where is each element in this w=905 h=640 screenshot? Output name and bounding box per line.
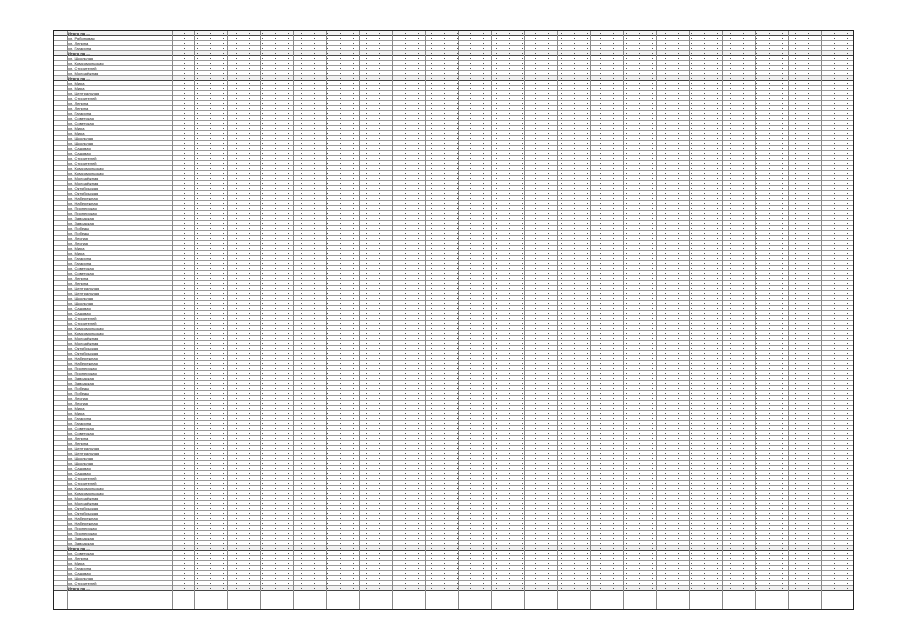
row-name: ул. Октябрьская	[68, 506, 99, 511]
row-name: ул. Советская	[68, 426, 94, 431]
row-name: ул. Центральная	[68, 286, 100, 291]
row-name: ул. Советская	[68, 121, 94, 126]
row-cells	[174, 456, 853, 460]
row-cells	[174, 176, 853, 180]
column-divider	[590, 31, 591, 609]
row-cells	[174, 421, 853, 425]
column-divider	[524, 31, 525, 609]
row-cells	[174, 286, 853, 290]
row-name: ул. Гагарина	[68, 46, 92, 51]
row-cells	[174, 281, 853, 285]
column-divider	[359, 31, 360, 609]
row-cells	[174, 411, 853, 415]
row-name: Итого по ...	[68, 51, 90, 56]
row-cells	[174, 416, 853, 420]
data-table	[53, 30, 854, 610]
row-name: ул. Октябрьская	[68, 511, 99, 516]
column-divider	[260, 31, 261, 609]
row-cells	[174, 371, 853, 375]
row-cells	[174, 486, 853, 490]
row-cells	[174, 41, 853, 45]
row-name: ул. Набережная	[68, 356, 98, 361]
row-name: ул. Советская	[68, 431, 94, 436]
row-name: ул. Строителей	[68, 316, 97, 321]
row-name: ул. Строителей	[68, 321, 97, 326]
row-name: ул. Победы	[68, 391, 90, 396]
row-name: ул. Школьная	[68, 56, 94, 61]
row-name: ул. Советская	[68, 266, 94, 271]
row-cells	[174, 196, 853, 200]
row-cells	[174, 551, 853, 555]
row-cells	[174, 186, 853, 190]
row-cells	[174, 351, 853, 355]
row-name: ул. Заводская	[68, 216, 94, 221]
row-cells	[174, 101, 853, 105]
row-name: ул. Набережная	[68, 196, 98, 201]
row-name: ул. Комсомольская	[68, 491, 104, 496]
row-name: ул. Строителей	[68, 66, 97, 71]
column-divider	[689, 31, 690, 609]
row-cells	[174, 571, 853, 575]
row-cells	[174, 226, 853, 230]
row-name: ул. Мира	[68, 81, 85, 86]
row-cells	[174, 331, 853, 335]
row-name: ул. Садовая	[68, 146, 91, 151]
row-name: ул. Советская	[68, 551, 94, 556]
row-cells	[174, 481, 853, 485]
row-name: ул. Ленина	[68, 281, 89, 286]
row-name: ул. Строителей	[68, 161, 97, 166]
row-name: ул. Набережная	[68, 361, 98, 366]
column-divider	[821, 31, 822, 609]
row-cells	[174, 346, 853, 350]
row-name: ул. Молодёжная	[68, 71, 99, 76]
column-divider	[227, 31, 228, 609]
row-cells	[174, 396, 853, 400]
row-cells	[174, 241, 853, 245]
row-cells	[174, 271, 853, 275]
row-cells	[174, 36, 853, 40]
row-name: ул. Гагарина	[68, 261, 92, 266]
row-cells	[174, 276, 853, 280]
column-divider	[172, 31, 173, 609]
row-cells	[174, 471, 853, 475]
row-cells	[174, 121, 853, 125]
row-cells	[174, 216, 853, 220]
row-name: ул. Молодёжная	[68, 501, 99, 506]
column-divider	[722, 31, 723, 609]
row-cells	[174, 156, 853, 160]
row-name: ул. Молодёжная	[68, 176, 99, 181]
row-cells	[174, 461, 853, 465]
row-name: ул. Лесная	[68, 241, 88, 246]
row-name: ул. Набережная	[68, 201, 98, 206]
row-cells	[174, 171, 853, 175]
row-cells	[174, 316, 853, 320]
row-name: Итого по ...	[68, 546, 90, 551]
column-divider	[557, 31, 558, 609]
row-cells	[174, 236, 853, 240]
row-name: ул. Центральная	[68, 446, 100, 451]
row-cells	[174, 51, 853, 55]
row-cells	[174, 376, 853, 380]
row-name: ул. Победы	[68, 226, 90, 231]
row-cells	[174, 301, 853, 305]
row-cells	[174, 266, 853, 270]
row-cells	[174, 181, 853, 185]
row-cells	[174, 311, 853, 315]
row-name: ул. Октябрьская	[68, 351, 99, 356]
column-divider	[755, 31, 756, 609]
row-name: ул. Комсомольская	[68, 486, 104, 491]
row-cells	[174, 66, 853, 70]
row-cells	[174, 251, 853, 255]
row-name: ул. Мира	[68, 246, 85, 251]
row-name: ул. Пионерская	[68, 206, 97, 211]
row-name: ул. Ленина	[68, 106, 89, 111]
row-name: ул. Строителей	[68, 96, 97, 101]
row-name: ул. Рябиновая	[68, 36, 95, 41]
row-cells	[174, 566, 853, 570]
row-name: ул. Гагарина	[68, 421, 92, 426]
row-cells	[174, 336, 853, 340]
row-name: ул. Победы	[68, 386, 90, 391]
row-name: ул. Советская	[68, 116, 94, 121]
row-name: Итого по ...	[68, 31, 90, 36]
row-name: ул. Заводская	[68, 541, 94, 546]
row-name: ул. Ленина	[68, 276, 89, 281]
row-name: ул. Лесная	[68, 401, 88, 406]
row-cells	[174, 126, 853, 130]
row-cells	[174, 151, 853, 155]
row-name: ул. Школьная	[68, 141, 94, 146]
row-name: ул. Ленина	[68, 436, 89, 441]
row-cells	[174, 451, 853, 455]
row-cells	[174, 466, 853, 470]
row-name: ул. Заводская	[68, 376, 94, 381]
row-cells	[174, 531, 853, 535]
section-row	[54, 586, 853, 591]
column-divider	[788, 31, 789, 609]
row-cells	[174, 366, 853, 370]
row-cells	[174, 231, 853, 235]
row-name: ул. Мира	[68, 411, 85, 416]
row-name: ул. Строителей	[68, 156, 97, 161]
row-name: ул. Мира	[68, 251, 85, 256]
row-cells	[174, 321, 853, 325]
row-cells	[174, 476, 853, 480]
row-name: ул. Лесная	[68, 396, 88, 401]
row-cells	[174, 521, 853, 525]
row-name: ул. Школьная	[68, 301, 94, 306]
row-cells	[174, 426, 853, 430]
row-cells	[174, 136, 853, 140]
row-name: ул. Набережная	[68, 521, 98, 526]
row-name: ул. Школьная	[68, 136, 94, 141]
row-cells	[174, 246, 853, 250]
row-cells	[174, 61, 853, 65]
column-divider	[656, 31, 657, 609]
row-cells	[174, 256, 853, 260]
row-name: ул. Гагарина	[68, 566, 92, 571]
column-divider	[293, 31, 294, 609]
row-name: ул. Комсомольская	[68, 61, 104, 66]
row-cells	[174, 116, 853, 120]
row-cells	[174, 141, 853, 145]
row-cells	[174, 406, 853, 410]
row-name: ул. Комсомольская	[68, 326, 104, 331]
row-cells	[174, 111, 853, 115]
row-name: ул. Молодёжная	[68, 181, 99, 186]
row-cells	[174, 306, 853, 310]
row-cells	[174, 76, 853, 80]
row-cells	[174, 56, 853, 60]
row-name: ул. Гагарина	[68, 111, 92, 116]
row-cells	[174, 441, 853, 445]
row-name: ул. Пионерская	[68, 526, 97, 531]
row-name: ул. Центральная	[68, 91, 100, 96]
row-name: ул. Садовая	[68, 571, 91, 576]
column-divider	[392, 31, 393, 609]
row-name: ул. Набережная	[68, 516, 98, 521]
row-name: ул. Школьная	[68, 456, 94, 461]
row-name: ул. Победы	[68, 231, 90, 236]
row-name: ул. Строителей	[68, 481, 97, 486]
row-name: ул. Комсомольская	[68, 331, 104, 336]
row-name: ул. Пионерская	[68, 531, 97, 536]
row-name: ул. Октябрьская	[68, 191, 99, 196]
column-divider	[491, 31, 492, 609]
column-divider	[194, 31, 195, 609]
row-name: ул. Пионерская	[68, 366, 97, 371]
row-name: ул. Ленина	[68, 441, 89, 446]
row-name: ул. Мира	[68, 126, 85, 131]
row-cells	[174, 296, 853, 300]
row-name: ул. Школьная	[68, 461, 94, 466]
row-name: ул. Школьная	[68, 576, 94, 581]
row-name: ул. Пионерская	[68, 371, 97, 376]
row-cells	[174, 91, 853, 95]
row-cells	[174, 81, 853, 85]
row-cells	[174, 106, 853, 110]
row-cells	[174, 391, 853, 395]
row-cells	[174, 261, 853, 265]
row-name: ул. Центральная	[68, 451, 100, 456]
row-name: ул. Советская	[68, 271, 94, 276]
row-cells	[174, 401, 853, 405]
row-name: ул. Октябрьская	[68, 186, 99, 191]
column-divider	[458, 31, 459, 609]
row-name: ул. Молодёжная	[68, 341, 99, 346]
row-cells	[174, 501, 853, 505]
row-cells	[174, 446, 853, 450]
column-divider	[623, 31, 624, 609]
row-name: ул. Заводская	[68, 381, 94, 386]
row-cells	[174, 166, 853, 170]
row-cells	[174, 496, 853, 500]
row-name: ул. Ленина	[68, 101, 89, 106]
row-name: ул. Лесная	[68, 236, 88, 241]
row-name: ул. Строителей	[68, 581, 97, 586]
row-name: ул. Гагарина	[68, 416, 92, 421]
row-cells	[174, 326, 853, 330]
row-cells	[174, 586, 853, 590]
row-cells	[174, 526, 853, 530]
row-cells	[174, 201, 853, 205]
row-name: ул. Садовая	[68, 471, 91, 476]
row-cells	[174, 511, 853, 515]
row-cells	[174, 516, 853, 520]
row-name: ул. Строителей	[68, 476, 97, 481]
row-name: Итого по ...	[68, 76, 90, 81]
row-cells	[174, 71, 853, 75]
row-cells	[174, 381, 853, 385]
row-cells	[174, 431, 853, 435]
row-cells	[174, 191, 853, 195]
row-name: ул. Заводская	[68, 536, 94, 541]
row-name: ул. Пионерская	[68, 211, 97, 216]
row-cells	[174, 556, 853, 560]
row-cells	[174, 291, 853, 295]
row-name: ул. Садовая	[68, 311, 91, 316]
row-cells	[174, 206, 853, 210]
row-cells	[174, 536, 853, 540]
row-name: ул. Комсомольская	[68, 171, 104, 176]
row-name: ул. Молодёжная	[68, 336, 99, 341]
row-cells	[174, 161, 853, 165]
row-name: ул. Садовая	[68, 151, 91, 156]
row-name: ул. Ленина	[68, 41, 89, 46]
row-name: ул. Мира	[68, 406, 85, 411]
row-cells	[174, 86, 853, 90]
row-cells	[174, 31, 853, 35]
row-cells	[174, 386, 853, 390]
row-cells	[174, 436, 853, 440]
row-name: ул. Октябрьская	[68, 346, 99, 351]
row-cells	[174, 581, 853, 585]
row-cells	[174, 576, 853, 580]
row-cells	[174, 356, 853, 360]
row-name: ул. Мира	[68, 86, 85, 91]
column-divider	[67, 31, 68, 609]
column-divider	[425, 31, 426, 609]
row-name: ул. Мира	[68, 131, 85, 136]
row-cells	[174, 221, 853, 225]
row-cells	[174, 541, 853, 545]
column-divider	[326, 31, 327, 609]
row-name: ул. Школьная	[68, 296, 94, 301]
row-cells	[174, 46, 853, 50]
row-name: ул. Мира	[68, 561, 85, 566]
row-cells	[174, 211, 853, 215]
row-name: ул. Гагарина	[68, 256, 92, 261]
row-name: Итого по ...	[68, 586, 90, 591]
row-cells	[174, 546, 853, 550]
row-cells	[174, 146, 853, 150]
row-cells	[174, 491, 853, 495]
row-name: ул. Садовая	[68, 466, 91, 471]
row-name: ул. Заводская	[68, 221, 94, 226]
row-name: ул. Центральная	[68, 291, 100, 296]
row-cells	[174, 361, 853, 365]
row-name: ул. Комсомольская	[68, 166, 104, 171]
row-cells	[174, 131, 853, 135]
row-cells	[174, 506, 853, 510]
row-name: ул. Молодёжная	[68, 496, 99, 501]
row-cells	[174, 96, 853, 100]
row-name: ул. Ленина	[68, 556, 89, 561]
row-cells	[174, 561, 853, 565]
row-name: ул. Садовая	[68, 306, 91, 311]
row-cells	[174, 341, 853, 345]
